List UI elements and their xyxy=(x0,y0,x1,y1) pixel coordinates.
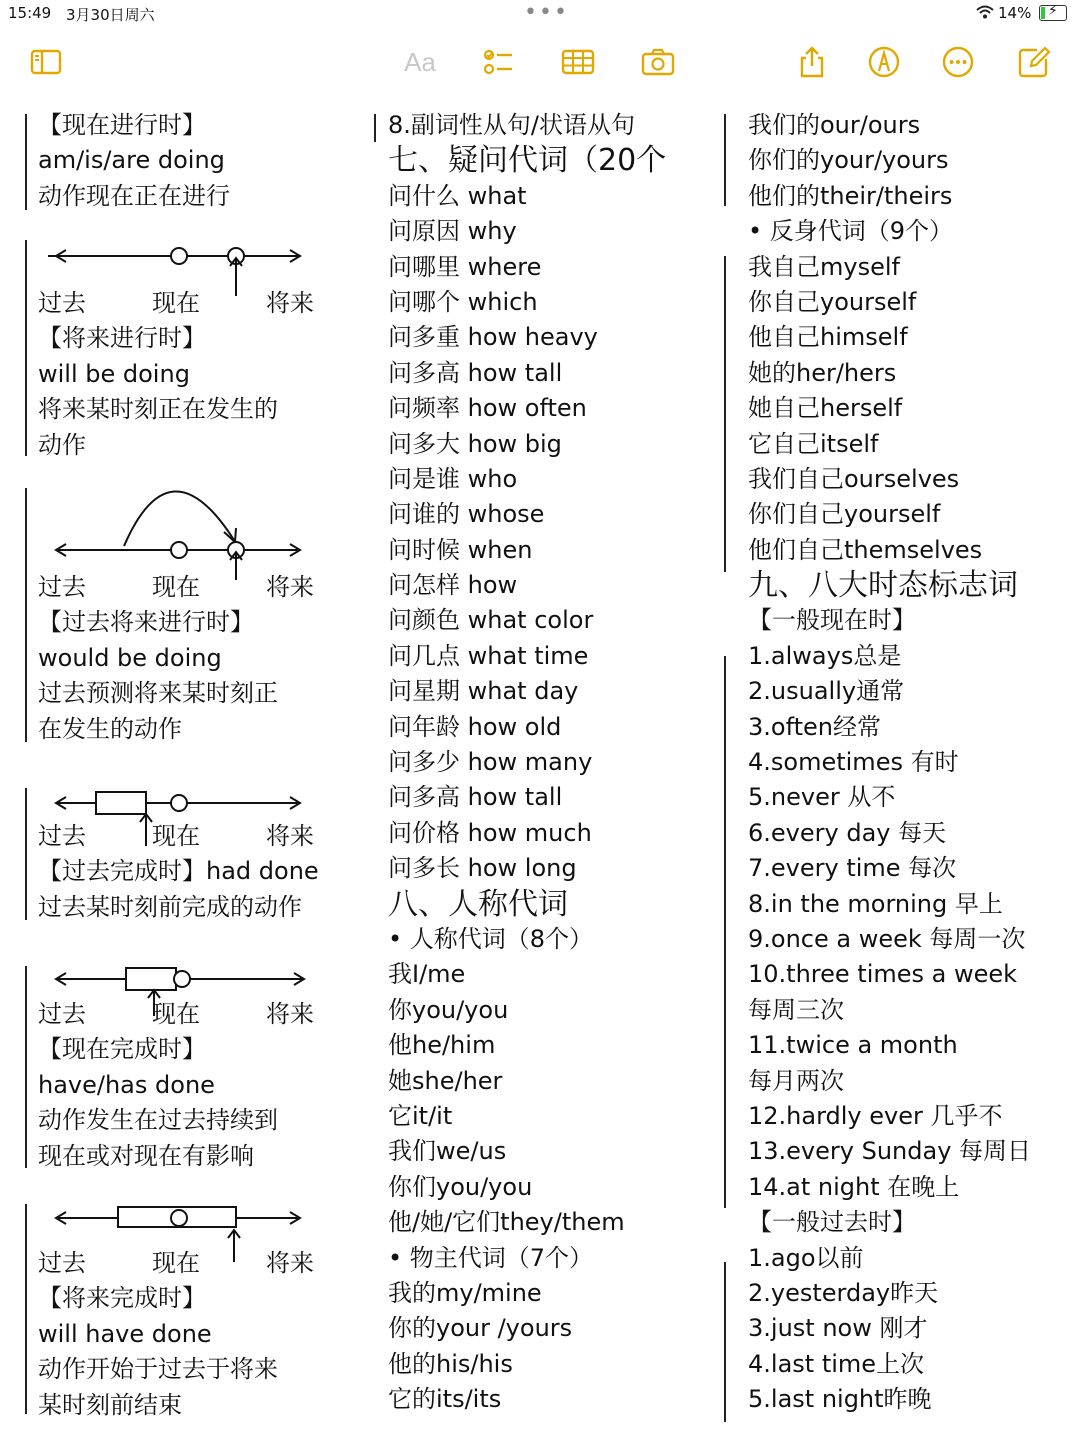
tense-desc: 动作 xyxy=(38,430,86,459)
note-line: 他/她/它们they/them xyxy=(388,1208,625,1237)
note-line: • 人称代词（8个） xyxy=(388,924,594,953)
note-line: 他自己himself xyxy=(748,323,908,352)
battery-icon: ⚡ xyxy=(1039,5,1067,21)
tl-future-label: 将来 xyxy=(266,1000,314,1028)
note-line: 我们的our/ours xyxy=(748,111,921,139)
notes-toolbar xyxy=(0,38,1080,88)
note-line: 你自己yourself xyxy=(748,287,917,316)
tl-now-label: 现在 xyxy=(152,1249,200,1277)
compose-note-icon[interactable] xyxy=(1014,42,1054,82)
section-title: 【将来完成时】 xyxy=(38,1284,206,1313)
note-line: 我们we/us xyxy=(388,1137,507,1166)
tense-form: would be doing xyxy=(38,643,222,672)
note-line: 问哪个 which xyxy=(388,287,538,316)
note-line: 他he/him xyxy=(388,1031,496,1060)
wifi-icon xyxy=(976,5,994,23)
col3-bar-4 xyxy=(724,1262,726,1422)
tense-desc: 某时刻前结束 xyxy=(38,1390,182,1419)
note-line: 8.副词性从句/状语从句 xyxy=(388,111,635,139)
tense-desc: 将来某时刻正在发生的 xyxy=(38,395,278,424)
note-line: 每月两次 xyxy=(748,1066,844,1095)
col1-bar-1 xyxy=(25,114,27,210)
checklist-icon[interactable] xyxy=(478,42,518,82)
note-line: 问星期 what day xyxy=(388,677,579,706)
note-line: 1.always总是 xyxy=(748,641,902,670)
note-line: 问谁的 whose xyxy=(388,500,545,529)
note-line: 问颜色 what color xyxy=(388,606,594,635)
note-line: 你们you/you xyxy=(388,1172,533,1201)
note-line: 10.three times a week xyxy=(748,960,1018,989)
tl-now-label: 现在 xyxy=(152,573,200,601)
note-line: 3.often经常 xyxy=(748,712,881,741)
note-line: 问价格 how much xyxy=(388,818,592,847)
note-line: 13.every Sunday 每周日 xyxy=(748,1137,1032,1166)
sidebar-toggle-icon[interactable] xyxy=(26,42,66,82)
tense-form: have/has done xyxy=(38,1070,215,1099)
more-options-icon[interactable] xyxy=(938,42,978,82)
tense-desc: 动作发生在过去持续到 xyxy=(38,1106,278,1135)
note-line: 它it/it xyxy=(388,1101,453,1130)
note-line: 我的my/mine xyxy=(388,1278,542,1307)
tense-desc: 过去预测将来某时刻正 xyxy=(38,679,278,708)
note-line: 【一般过去时】 xyxy=(748,1208,916,1237)
note-line: 12.hardly ever 几乎不 xyxy=(748,1101,1003,1130)
tl-past-label: 过去 xyxy=(38,822,86,850)
col1-bar-2 xyxy=(25,240,27,456)
col3-bar-1 xyxy=(724,114,726,206)
note-line: 问年龄 how old xyxy=(388,712,562,741)
note-line: 问原因 why xyxy=(388,217,517,246)
note-column-1[interactable] xyxy=(38,108,230,214)
table-icon[interactable] xyxy=(558,42,598,82)
note-line: 他的his/his xyxy=(388,1349,513,1378)
note-line: 【一般现在时】 xyxy=(748,606,916,635)
note-line: 11.twice a month xyxy=(748,1031,958,1060)
note-line: 问多重 how heavy xyxy=(388,323,598,352)
tense-form: will be doing xyxy=(38,359,190,388)
tl-now-label: 现在 xyxy=(152,289,200,317)
note-line: 2.yesterday昨天 xyxy=(748,1278,939,1307)
timeline-5-labels xyxy=(38,1246,314,1423)
section-title: 【过去完成时】had done xyxy=(38,857,319,886)
note-line: 我们自己ourselves xyxy=(748,464,960,493)
note-line: 八、人称代词 xyxy=(388,886,568,922)
col1-bar-4 xyxy=(25,788,27,920)
note-line: 问多高 how tall xyxy=(388,783,563,812)
note-line: • 物主代词（7个） xyxy=(388,1243,594,1272)
col1-bar-5 xyxy=(25,966,27,1168)
tl-future-label: 将来 xyxy=(266,573,314,601)
tl-past-label: 过去 xyxy=(38,573,86,601)
section-title: 【过去将来进行时】 xyxy=(38,608,254,637)
tl-future-label: 将来 xyxy=(266,1249,314,1277)
note-line: 5.last night昨晚 xyxy=(748,1385,932,1414)
note-line: 问几点 what time xyxy=(388,641,589,670)
note-line: 问多长 how long xyxy=(388,854,577,883)
status-bar xyxy=(0,0,1080,28)
note-line: 1.ago以前 xyxy=(748,1243,864,1272)
note-line: 4.sometimes 有时 xyxy=(748,748,959,777)
status-date: 3月30日周六 xyxy=(66,6,155,24)
note-line: 3.just now 刚才 xyxy=(748,1314,928,1343)
note-line: 你you/you xyxy=(388,995,509,1024)
col1-bar-3 xyxy=(25,488,27,742)
note-line: 7.every time 每次 xyxy=(748,854,957,883)
note-line: 问怎样 how xyxy=(388,571,518,600)
tl-past-label: 过去 xyxy=(38,1249,86,1277)
note-column-3[interactable] xyxy=(748,108,1031,1417)
note-line: 5.never 从不 xyxy=(748,783,896,812)
tl-past-label: 过去 xyxy=(38,1000,86,1028)
tense-desc: 在发生的动作 xyxy=(38,714,182,743)
section-title: 【现在完成时】 xyxy=(38,1035,206,1064)
note-line: 9.once a week 每周一次 xyxy=(748,924,1026,953)
note-line: 问时候 when xyxy=(388,535,533,564)
note-line: 它的its/its xyxy=(388,1385,502,1414)
note-line: 我I/me xyxy=(388,960,466,989)
tense-desc: 现在或对现在有影响 xyxy=(38,1141,254,1170)
tl-future-label: 将来 xyxy=(266,289,314,317)
note-line: 4.last time上次 xyxy=(748,1349,925,1378)
note-line: 问哪里 where xyxy=(388,252,542,281)
note-line: 它自己itself xyxy=(748,429,879,458)
tl-future-label: 将来 xyxy=(266,822,314,850)
note-line: • 反身代词（9个） xyxy=(748,217,954,246)
note-column-2[interactable] xyxy=(388,108,666,1417)
status-time: 15:49 xyxy=(8,4,52,22)
col3-bar-3 xyxy=(724,656,726,1208)
note-line: 6.every day 每天 xyxy=(748,818,947,847)
note-line: 九、八大时态标志词 xyxy=(748,568,1018,604)
markup-pen-icon[interactable] xyxy=(864,42,904,82)
camera-icon[interactable] xyxy=(638,42,678,82)
note-line: 8.in the morning 早上 xyxy=(748,889,1003,918)
col1-bar-6 xyxy=(25,1204,27,1414)
tl-past-label: 过去 xyxy=(38,289,86,317)
share-icon[interactable] xyxy=(792,42,832,82)
note-line: 问多少 how many xyxy=(388,748,593,777)
timeline-3-labels xyxy=(38,819,319,925)
note-line: 2.usually通常 xyxy=(748,677,905,706)
note-line: 问多高 how tall xyxy=(388,358,563,387)
format-text-button[interactable]: Aa xyxy=(404,46,436,77)
note-line: 她she/her xyxy=(388,1066,503,1095)
tl-now-label: 现在 xyxy=(152,822,200,850)
note-line: 每周三次 xyxy=(748,995,844,1024)
note-line: 你们的your/yours xyxy=(748,146,949,175)
tense-desc: 过去某时刻前完成的动作 xyxy=(38,892,302,921)
section-title: 【现在进行时】 xyxy=(38,111,206,139)
note-line: 她的her/hers xyxy=(748,358,897,387)
note-line: 14.at night 在晚上 xyxy=(748,1172,960,1201)
tense-desc: 动作开始于过去于将来 xyxy=(38,1355,278,1384)
tense-form: will have done xyxy=(38,1319,212,1348)
timeline-1-labels xyxy=(38,286,314,463)
note-line: 他们的their/theirs xyxy=(748,181,953,210)
note-line: 问什么 what xyxy=(388,181,527,210)
note-line: 问是谁 who xyxy=(388,464,518,493)
timeline-2-labels xyxy=(38,570,314,747)
tense-form: am/is/are doing xyxy=(38,146,225,175)
note-line: 你们自己yourself xyxy=(748,500,941,529)
multitask-dots-icon[interactable]: ••• xyxy=(524,0,569,25)
note-line: 问频率 how often xyxy=(388,394,587,423)
note-line: 我自己myself xyxy=(748,252,900,281)
timeline-4-labels xyxy=(38,997,314,1174)
col3-bar-2 xyxy=(724,256,726,572)
tl-now-label: 现在 xyxy=(152,1000,200,1028)
battery-percent: 14% xyxy=(998,4,1032,22)
tense-desc: 动作现在正在进行 xyxy=(38,181,230,210)
section-title: 【将来进行时】 xyxy=(38,324,206,353)
timeline-diagram-2 xyxy=(40,470,340,580)
note-line: 她自己herself xyxy=(748,394,903,423)
note-line: 七、疑问代词（20个 xyxy=(388,143,667,179)
note-line: 问多大 how big xyxy=(388,429,562,458)
note-line: 你的your /yours xyxy=(388,1314,573,1343)
col2-bar xyxy=(374,114,376,142)
note-line: 他们自己themselves xyxy=(748,535,983,564)
